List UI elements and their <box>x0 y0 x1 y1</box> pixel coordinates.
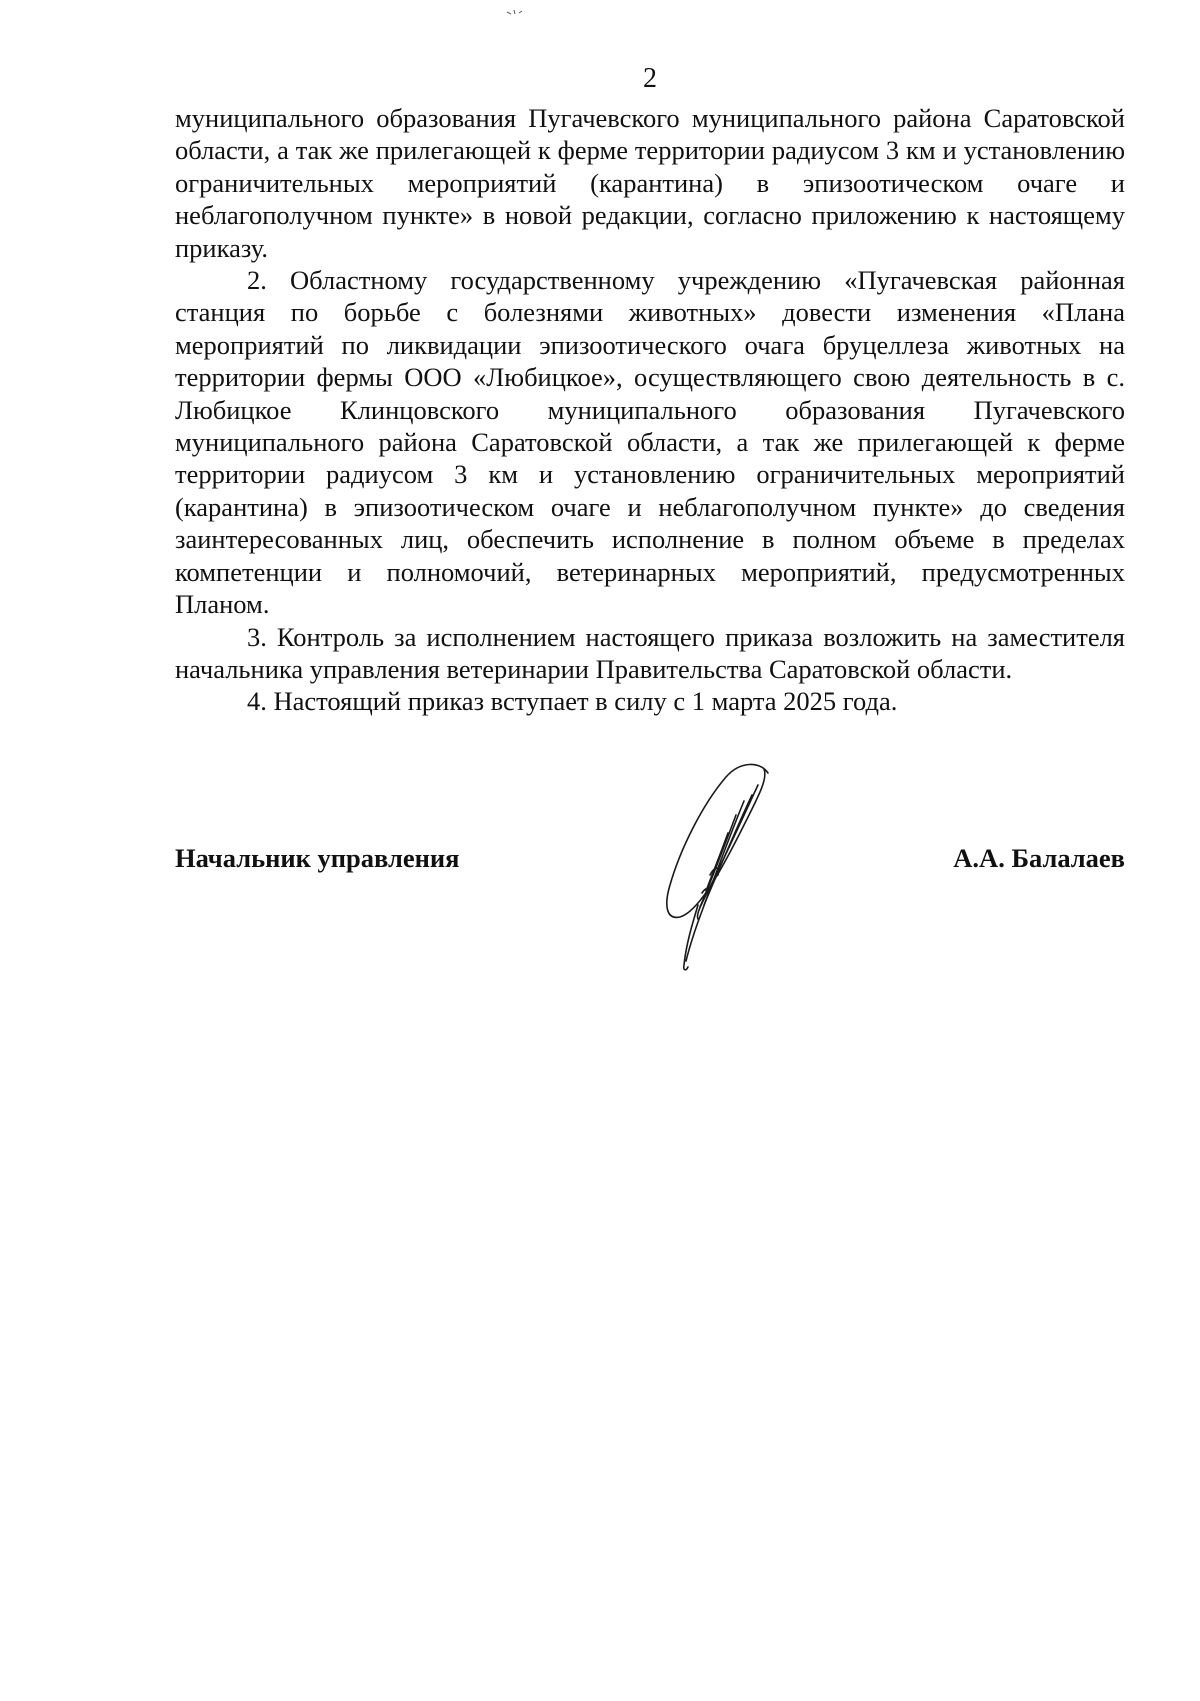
paragraph-item-4: 4. Настоящий приказ вступает в силу с 1 марта 2025 года. <box>247 686 898 717</box>
signature-block <box>175 765 1125 965</box>
document-body <box>175 102 1125 718</box>
signatory-position: Начальник управления <box>175 843 460 873</box>
signatory-name: А.А. Балалаев <box>953 843 1125 873</box>
page-number: 2 <box>643 63 657 94</box>
paragraph-item-2: 2. Областному государственному учреждению «Пугачевская районная станция по борьбе с болезнями животных» довести изменения «Плана мероприятий по ликвидации эпизоотического очага бруцеллеза животных на территории фермы ООО «Любицкое», осуществляющего свою деятельность в с. Любицкое Клинцовского муниципального образования Пугачевского муниципального района Саратовской области, а так же прилегающей к ферме территории радиусом 3 км и установлению ограничительных мероприятий (карантина) в эпизоотическом очаге и неблагополучном пункте» до сведения заинтересованных лиц, обеспечить исполнение в полном объеме в пределах компетенции и полномочий, ветеринарных мероприятий, предусмотренных Планом. <box>175 265 1125 620</box>
paragraph-continuation: муниципального образования Пугачевского муниципального района Саратовской области, а так же прилегающей к ферме территории радиусом 3 км и установлению ограничительных мероприятий (карантина) в эпизоотическом очаге и неблагополучном пункте» в новой редакции, согласно приложению к настоящему приказу. <box>175 103 1125 263</box>
scan-artifact-mark <box>505 8 525 16</box>
paragraph-item-3: 3. Контроль за исполнением настоящего приказа возложить на заместителя начальника управления ветеринарии Правительства Саратовской области. <box>175 621 1125 684</box>
handwritten-signature <box>640 755 790 975</box>
